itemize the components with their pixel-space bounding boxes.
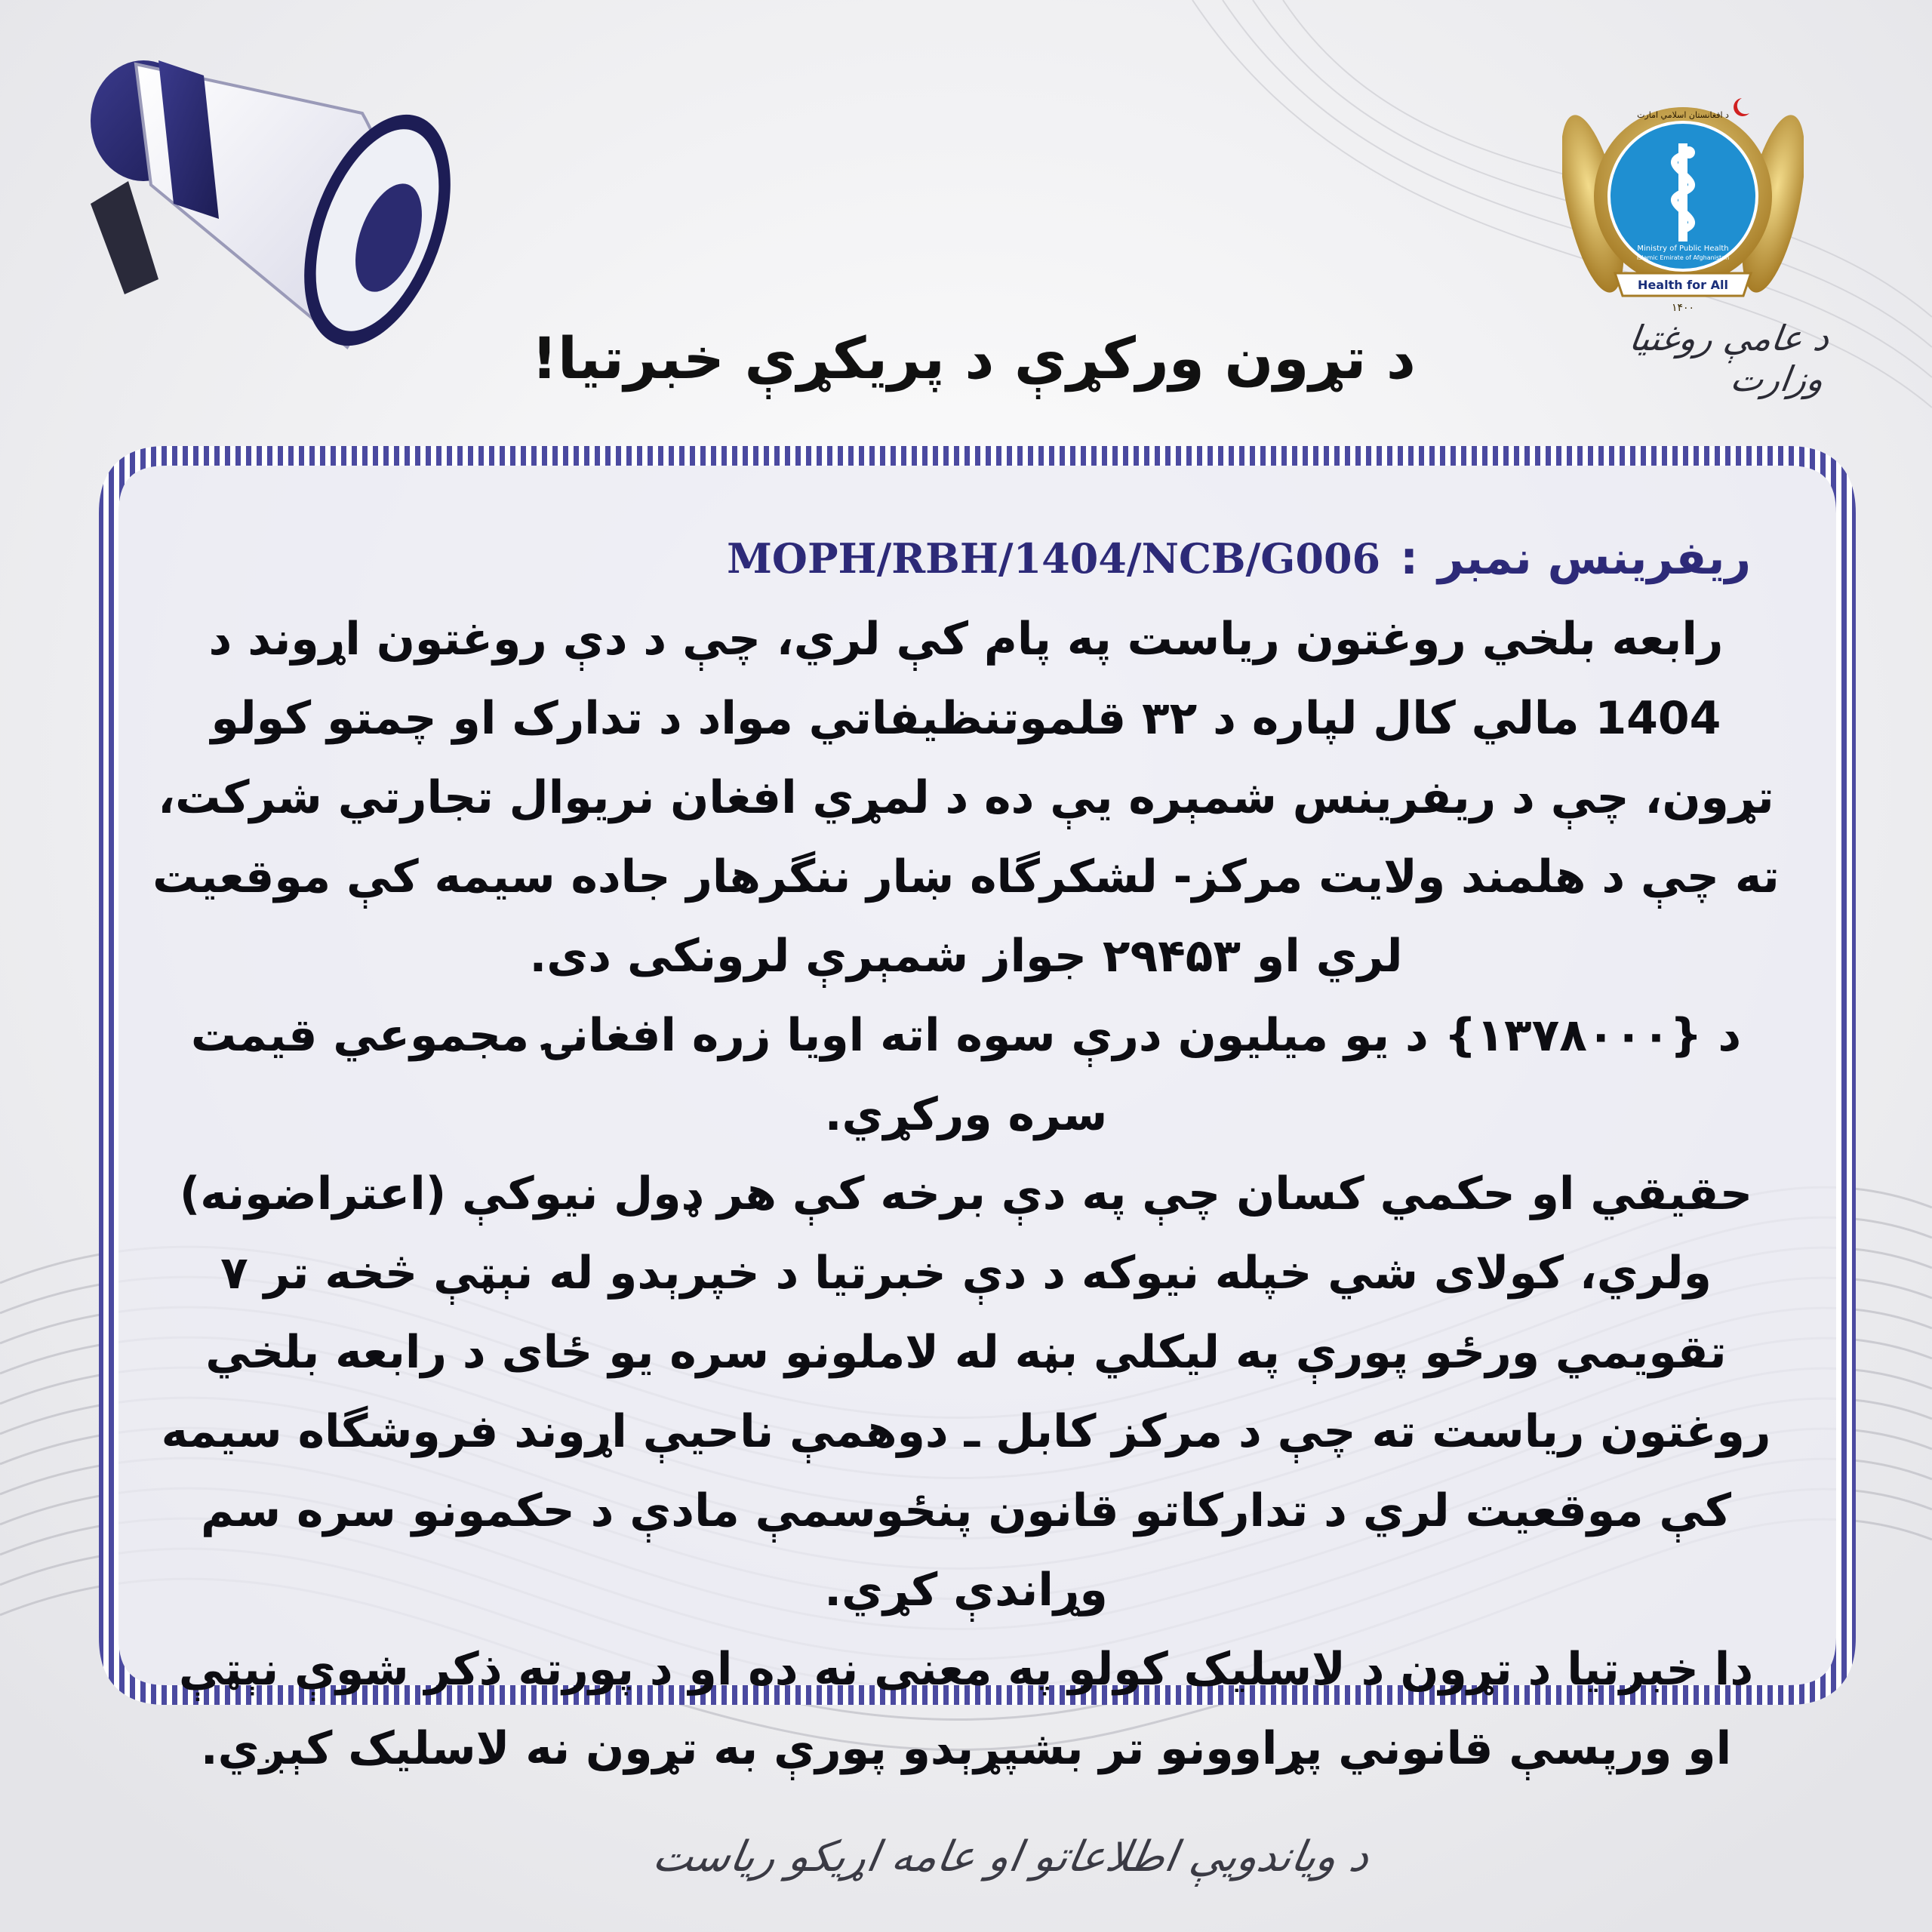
reference-number: MOPH/RBH/1404/NCB/G006 (727, 534, 1381, 583)
ministry-emblem (1562, 83, 1804, 325)
reference-line (619, 521, 1751, 596)
megaphone-icon (45, 30, 468, 362)
emblem-ministry-english-2: Islamic Emirate of Afghanistan (1636, 254, 1730, 261)
reference-separator: : (1400, 532, 1419, 585)
body-paragraph: رابعه بلخي روغتون ریاست په پام کې لري، چې د دې روغتون اړوند د 1404 مالي کال لپاره د ۳۲ قلموتنظیفاتي مواد د تدارک او چمتو کولو تړون، چې د ریفرینس شمېره یې ده د لمړي افغان نریوال تجارتي شرکت، ته چې د هلمند ولایت مرکز- لشکرگاه ښار ننگرهار جاده سیمه کې موقعیت لري او ۲۹۴۵۳ جواز شمېرې لرونکی دی. (152, 613, 1780, 983)
emblem-ring-text: د افغانستان اسلامي امارت (1637, 110, 1729, 120)
emblem-banner-text: Health for All (1638, 278, 1728, 292)
body-paragraph: د {۱۳۷۸۰۰۰} د یو میلیون درې سوه اته اویا زره افغانۍ مجموعي قیمت سره ورکړي. (190, 1009, 1742, 1141)
announcement-body (151, 600, 1781, 1789)
ministry-calligraphy: د عامې روغتیا وزارت (1626, 318, 1832, 399)
reference-label: ریفرینس نمبر (1438, 532, 1751, 585)
body-paragraph: حقیقي او حکمي کسان چې په دې برخه کې هر ډول نیوکې (اعتراضونه) ولري، کولای شي خپله نیوکه د دې خبرتیا د خپرېدو له نېټې څخه تر ۷ تقویمي ورځو پورې په لیکلي بڼه له لاملونو سره یو ځای د رابعه بلخي روغتون ریاست ته چې د مرکز کابل ـ دوهمې ناحیې اړوند فروشگاه سیمه کې موقعیت لري د تدارکاتو قانون پنځوسمې مادې د حکمونو سره سم وړاندې کړي. (161, 1168, 1771, 1617)
emblem-ministry-english-1: Ministry of Public Health (1637, 245, 1729, 253)
footer-calligraphy: د ویاندویې اطلاعاتو او عامه اړیکو ریاست (649, 1832, 1374, 1881)
page-title: د تړون ورکړې د پریکړې خبرتیا! (531, 325, 1416, 392)
emblem-year: ۱۴۰۰ (1671, 302, 1695, 314)
body-paragraph: دا خبرتیا د تړون د لاسلیک کولو په معنی نه ده او د پورته ذکر شوې نېټې او ورپسې قانوني پړاوونو تر بشپړېدو پورې به تړون نه لاسلیک کېږي. (178, 1643, 1754, 1775)
